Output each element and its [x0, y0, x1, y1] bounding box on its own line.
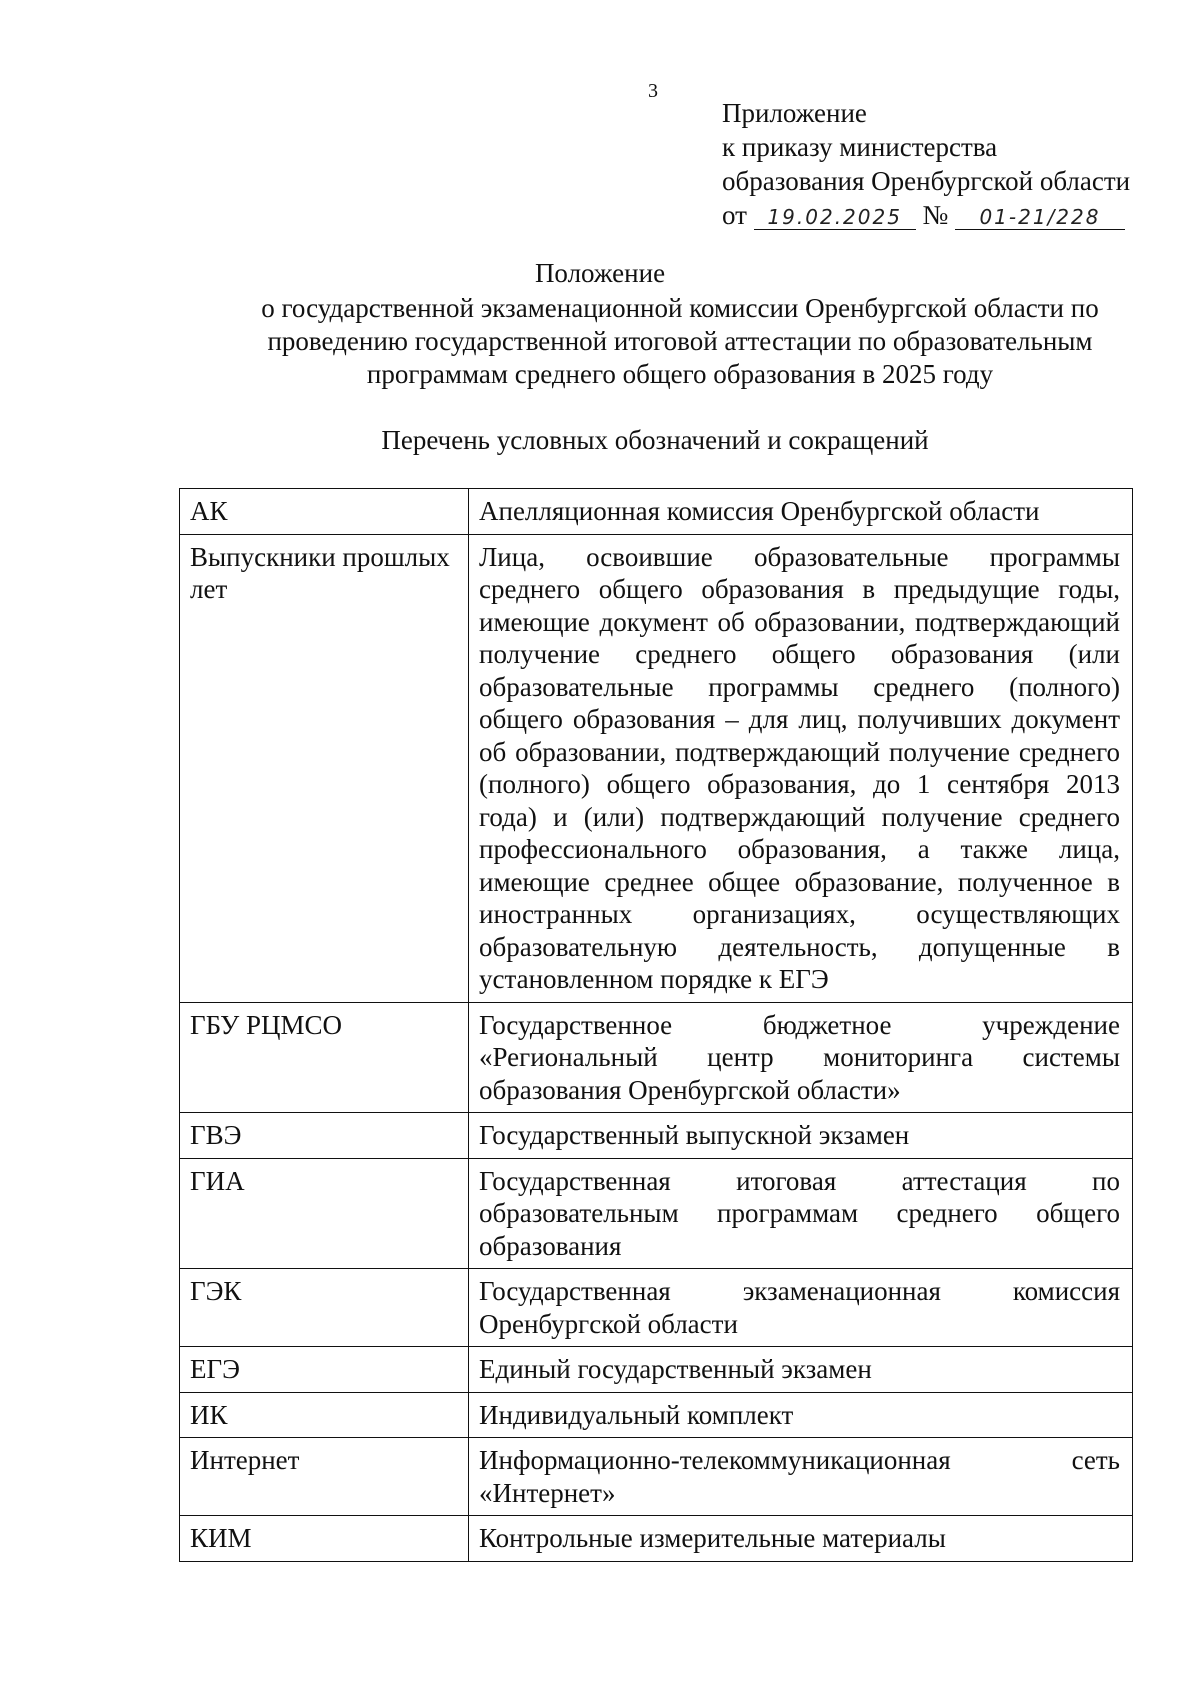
number-prefix: №	[922, 200, 949, 230]
table-row	[180, 1113, 1133, 1159]
abbreviation-definition: Государственное бюджетное учреждение «Региональный центр мониторинга системы образования Оренбургской области»	[469, 1002, 1133, 1113]
abbreviation-term: КИМ	[180, 1516, 469, 1562]
abbreviation-definition: Государственный выпускной экзамен	[469, 1113, 1133, 1159]
abbreviations-table	[179, 488, 1133, 1562]
table-row	[180, 1002, 1133, 1113]
document-subtitle: о государственной экзаменационной комиссии Оренбургской области по проведению государственной итоговой аттестации по образовательным программам среднего общего образования в 2025 году	[261, 293, 1099, 389]
document-title: Положение	[534, 258, 666, 288]
page-number: 3	[648, 80, 658, 102]
table-row	[180, 1347, 1133, 1393]
table-row	[180, 1438, 1133, 1516]
abbreviation-definition: Апелляционная комиссия Оренбургской области	[469, 489, 1133, 535]
abbreviation-term: ГИА	[180, 1158, 469, 1269]
appendix-line-3: образования Оренбургской области	[722, 166, 1131, 196]
appendix-line-2: к приказу министерства	[722, 132, 998, 162]
abbreviation-term: ГЭК	[180, 1269, 469, 1347]
table-row	[180, 1269, 1133, 1347]
table-row	[180, 1158, 1133, 1269]
abbreviation-term: Интернет	[180, 1438, 469, 1516]
abbreviation-definition: Информационно-телекоммуникационная сеть «Интернет»	[469, 1438, 1133, 1516]
abbreviation-term: АК	[180, 489, 469, 535]
abbreviation-term: Выпускники прошлых лет	[180, 534, 469, 1002]
table-row	[180, 1516, 1133, 1562]
appendix-header	[722, 96, 1130, 232]
abbreviation-definition: Лица, освоившие образовательные программы среднего общего образования в предыдущие годы, имеющие документ об образовании, подтверждающий получение среднего общего образования (или образовательные программы среднего (полного) общего образования – для лиц, получивших документ об образовании, подтверждающий получение среднего (полного) общего образования, до 1 сентября 2013 года) и (или) подтверждающий получение среднего профессионального образования, а также лица, имеющие среднее общее образование, полученное в иностранных организациях, осуществляющих образовательную деятельность, допущенные в установленном порядке к ЕГЭ	[469, 534, 1133, 1002]
abbreviation-term: ГБУ РЦМСО	[180, 1002, 469, 1113]
table-row	[180, 1392, 1133, 1438]
appendix-line-4	[722, 198, 1130, 232]
handwritten-date: 19.02.2025	[754, 201, 916, 230]
abbreviation-definition: Единый государственный экзамен	[469, 1347, 1133, 1393]
abbreviation-term: ГВЭ	[180, 1113, 469, 1159]
list-title: Перечень условных обозначений и сокращений	[381, 425, 929, 455]
abbreviation-definition: Государственная итоговая аттестация по образовательным программам среднего общего образования	[469, 1158, 1133, 1269]
abbreviation-term: ИК	[180, 1392, 469, 1438]
table-row	[180, 534, 1133, 1002]
table-row	[180, 489, 1133, 535]
appendix-line-1: Приложение	[722, 98, 867, 128]
handwritten-number: 01-21/228	[955, 201, 1125, 230]
abbreviation-term: ЕГЭ	[180, 1347, 469, 1393]
abbreviation-definition: Контрольные измерительные материалы	[469, 1516, 1133, 1562]
abbreviation-definition: Индивидуальный комплект	[469, 1392, 1133, 1438]
date-prefix: от	[722, 200, 747, 230]
abbreviation-definition: Государственная экзаменационная комиссия Оренбургской области	[469, 1269, 1133, 1347]
